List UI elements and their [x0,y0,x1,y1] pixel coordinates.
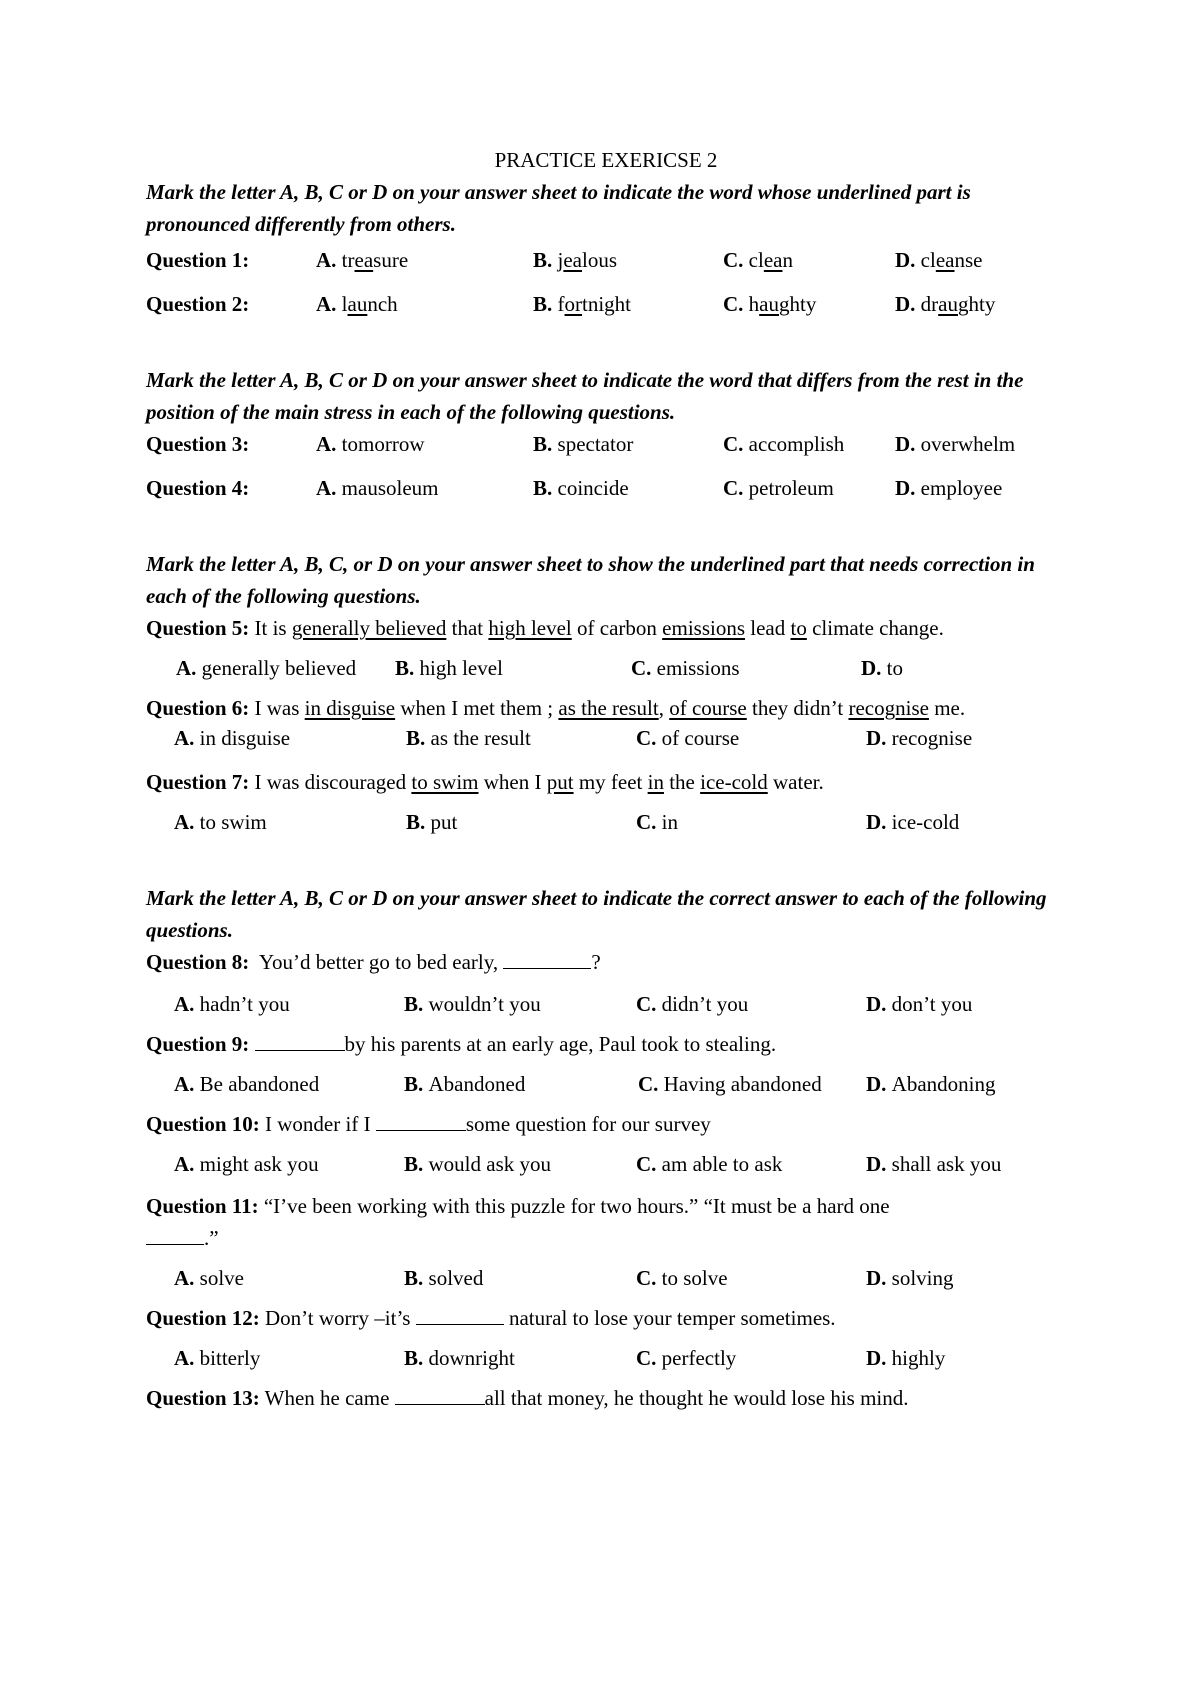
option-d[interactable]: D. don’t you [866,992,973,1016]
answer-blank[interactable] [146,1226,204,1245]
option-c[interactable]: C. to solve [636,1266,728,1290]
option-b[interactable]: B. downright [404,1346,515,1370]
question-label: Question 8: [146,950,250,974]
question-label: Question 4: [146,476,250,500]
option-a[interactable]: A. tomorrow [316,432,425,456]
option-c[interactable]: C. am able to ask [636,1152,783,1176]
question-1 [146,246,1066,274]
question-7: Question 7: I was discouraged to swim when I put my feet in the ice-cold water. [146,770,824,794]
question-7-options [146,808,1066,836]
option-a[interactable]: A. generally believed [176,656,357,680]
option-d[interactable]: D. Abandoning [866,1072,996,1096]
question-9: Question 9: by his parents at an early age, Paul took to stealing. [146,1032,777,1056]
question-13: Question 13: When he came all that money, he thought he would lose his mind. [146,1386,909,1410]
question-label: Question 3: [146,432,250,456]
question-12-options [146,1344,1066,1372]
option-a[interactable]: A. bitterly [174,1346,261,1370]
option-b[interactable]: B. jealous [533,248,618,272]
question-label: Question 12: [146,1306,260,1330]
option-b[interactable]: B. would ask you [404,1152,552,1176]
question-label: Question 13: [146,1386,260,1410]
question-6-options [146,724,1066,752]
question-12: Question 12: Don’t worry –it’s natural to lose your temper sometimes. [146,1306,836,1330]
option-b[interactable]: B. spectator [533,432,634,456]
option-a[interactable]: A. solve [174,1266,244,1290]
question-5: Question 5: It is generally believed that high level of carbon emissions lead to climate change. [146,616,944,640]
question-label: Question 5: [146,616,250,640]
option-d[interactable]: D. cleanse [895,248,983,272]
question-6: Question 6: I was in disguise when I met them ; as the result, of course they didn’t recognise me. [146,696,966,720]
question-label: Question 10: [146,1112,260,1136]
question-10-options [146,1150,1066,1178]
option-b[interactable]: B. as the result [406,726,531,750]
option-d[interactable]: D. highly [866,1346,946,1370]
option-b[interactable]: B. solved [404,1266,484,1290]
option-c[interactable]: C. petroleum [723,476,834,500]
question-9-options [146,1070,1066,1098]
option-c[interactable]: C. accomplish [723,432,845,456]
section-instruction: Mark the letter A, B, C, or D on your answer sheet to show the underlined part that needs correction in each of the following questions. [146,552,1035,608]
option-a[interactable]: A. to swim [174,810,267,834]
option-d[interactable]: D. draughty [895,292,996,316]
question-label: Question 9: [146,1032,250,1056]
answer-blank[interactable] [255,1032,345,1051]
worksheet-page [146,146,1066,1414]
question-label: Question 6: [146,696,250,720]
option-d[interactable]: D. ice-cold [866,810,960,834]
option-d[interactable]: D. to [861,656,904,680]
answer-blank[interactable] [376,1112,466,1131]
question-8-options [146,990,1066,1018]
option-d[interactable]: D. overwhelm [895,432,1016,456]
option-d[interactable]: D. solving [866,1266,954,1290]
section-instruction: Mark the letter A, B, C or D on your answer sheet to indicate the word whose underlined part is pronounced differently from others. [146,180,971,236]
question-5-options [146,654,1066,682]
option-b[interactable]: B. wouldn’t you [404,992,541,1016]
section-instruction: Mark the letter A, B, C or D on your answer sheet to indicate the word that differs from the rest in the position of the main stress in each of the following questions. [146,368,1024,424]
question-label: Question 7: [146,770,250,794]
answer-blank[interactable] [503,950,591,969]
option-a[interactable]: A. in disguise [174,726,291,750]
option-b[interactable]: B. put [406,810,458,834]
page-title: PRACTICE EXERICSE 2 [494,148,718,172]
option-d[interactable]: D. employee [895,476,1003,500]
option-a[interactable]: A. might ask you [174,1152,319,1176]
option-c[interactable]: C. clean [723,248,793,272]
option-b[interactable]: B. coincide [533,476,629,500]
question-label: Question 11: [146,1194,259,1218]
option-c[interactable]: C. didn’t you [636,992,749,1016]
question-label: Question 1: [146,248,250,272]
option-a[interactable]: A. launch [316,292,398,316]
option-d[interactable]: D. shall ask you [866,1152,1002,1176]
option-d[interactable]: D. recognise [866,726,973,750]
option-c[interactable]: C. emissions [631,656,740,680]
answer-blank[interactable] [416,1306,504,1325]
answer-blank[interactable] [395,1386,485,1405]
option-c[interactable]: C. perfectly [636,1346,737,1370]
option-c[interactable]: C. of course [636,726,740,750]
option-c[interactable]: C. haughty [723,292,817,316]
option-b[interactable]: B. fortnight [533,292,632,316]
question-label: Question 2: [146,292,250,316]
question-11: Question 11: “I’ve been working with this puzzle for two hours.” “It must be a hard one .” [146,1194,890,1250]
section-instruction: Mark the letter A, B, C or D on your answer sheet to indicate the correct answer to each of the following questions. [146,886,1047,942]
option-a[interactable]: A. mausoleum [316,476,439,500]
option-a[interactable]: A. hadn’t you [174,992,290,1016]
question-4 [146,474,1066,502]
option-c[interactable]: C. Having abandoned [638,1072,822,1096]
option-a[interactable]: A. Be abandoned [174,1072,320,1096]
option-b[interactable]: B. high level [395,656,503,680]
option-c[interactable]: C. in [636,810,679,834]
option-b[interactable]: B. Abandoned [404,1072,526,1096]
option-a[interactable]: A. treasure [316,248,409,272]
question-3 [146,430,1066,458]
question-2 [146,290,1066,318]
question-11-options [146,1264,1066,1292]
question-8: Question 8: You’d better go to bed early, ? [146,950,601,974]
question-10: Question 10: I wonder if I some question for our survey [146,1112,711,1136]
